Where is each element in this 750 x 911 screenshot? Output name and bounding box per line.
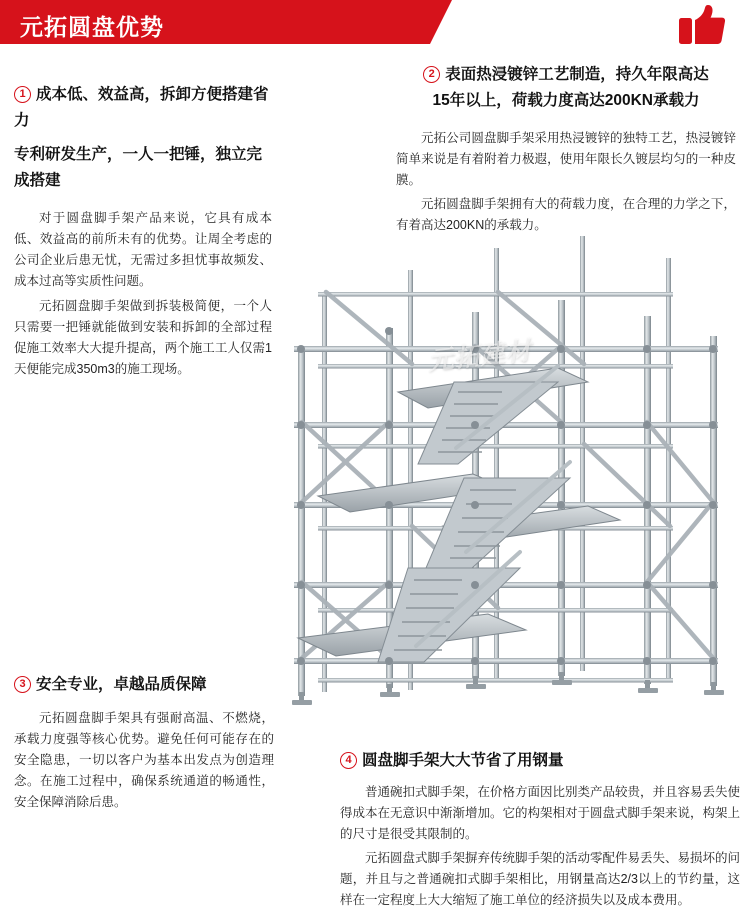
- section-1-number: 1: [14, 86, 31, 103]
- section-2-paragraph: 元拓公司圆盘脚手架采用热浸镀锌的独特工艺，热浸镀锌简单来说是有着附着力极遐，使用年限长久镀层均匀的一种皮膜。: [396, 131, 736, 187]
- thumbs-up-icon: [678, 4, 726, 48]
- section-2-number: 2: [423, 66, 440, 83]
- section-advantage-3: [14, 672, 274, 813]
- section-4-heading: [340, 748, 740, 774]
- section-1-paragraph: 元拓圆盘脚手架做到拆装极简便，一个人只需要一把锤就能做到安装和拆卸的全部过程促施工效率大大提升提高，两个施工工人仅需1天便能完成350m3的施工现场。: [14, 299, 272, 376]
- section-4-paragraph: 元拓圆盘式脚手架摒弃传统脚手架的活动零配件易丢失、易损坏的问题，并且与之普通碗扣式脚手架相比，用钢量高达2/3以上的节约量，这样在一定程度上大大缩短了施工单位的经济损失以及成本费用。: [340, 851, 741, 907]
- section-advantage-1: [14, 82, 272, 380]
- section-1-paragraph: 对于圆盘脚手架产品来说，它具有成本低、效益高的前所未有的优势。让周全考虑的公司企业后患无忧，无需过多担忧事故频发、成本过高等实质性问题。: [14, 211, 272, 288]
- section-3-heading: [14, 672, 274, 698]
- section-1-heading: [14, 82, 272, 134]
- section-2-heading: [396, 62, 736, 88]
- page-title: 元拓圆盘优势: [20, 14, 164, 40]
- section-1-body: [14, 208, 272, 380]
- section-4-number: 4: [340, 752, 357, 769]
- section-1-title-line1: 成本低、效益高，拆卸方便搭建省力: [14, 86, 269, 129]
- section-4-title-line1: 圆盘脚手架大大节省了用钢量: [362, 752, 564, 769]
- page-header: [0, 0, 750, 52]
- photo-watermark: 元拓建材: [427, 336, 534, 376]
- section-1-title-line2: 专利研发生产，一人一把锤，独立完成搭建: [14, 146, 263, 189]
- section-advantage-4: [340, 748, 740, 911]
- section-2-paragraph: 元拓圆盘脚手架拥有大的荷载力度，在合理的力学之下，有着高达200KN的承载力。: [396, 197, 736, 232]
- ringlock-scaffolding-photo: [258, 196, 738, 706]
- section-2-title-line2: 15年以上，荷载力度高达200KN承载力: [432, 92, 700, 109]
- section-2-title-line1: 表面热浸镀锌工艺制造，持久年限高达: [445, 66, 709, 83]
- section-4-paragraph: 普通碗扣式脚手架，在价格方面因比别类产品较贵，并且容易丢失使得成本在无意识中渐渐增加。它的构架相对于圆盘式脚手架来说，构架上的尺寸是很受其限制的。: [340, 785, 741, 841]
- section-3-paragraph: 元拓圆盘脚手架具有强耐高温、不燃烧，承载力度强等核心优势。避免任何可能存在的安全隐患，一切以客户为基本出发点为创造理念。在施工过程中，确保系统通道的畅通性，安全保障消除后患。: [14, 711, 274, 809]
- section-3-body: [14, 708, 274, 813]
- section-4-body: [340, 782, 740, 911]
- section-3-title-line1: 安全专业，卓越品质保障: [36, 676, 207, 693]
- section-3-number: 3: [14, 676, 31, 693]
